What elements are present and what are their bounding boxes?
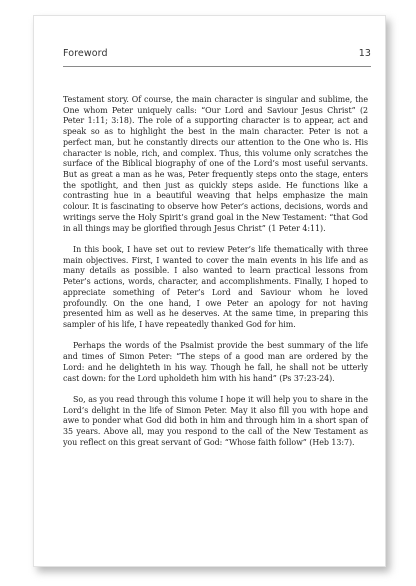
paragraph-4: So, as you read through this volume I hope it will help you to share in the Lord’s delight in the life of Simon Peter. May it also fill you with hope and awe to ponder what God did both in him and through him in a short span of 35 years. Above all, may you respond to the call of the New Testament as you reflect on this great servant of God: “Whose faith follow” (Heb 13:7). <box>63 395 368 447</box>
paragraph-1: Testament story. Of course, the main character is singular and sublime, the One whom Peter uniquely calls: “Our Lord and Saviour Jesus Christ” (2 Peter 1:11; 3:18). The role of a supporting character is to appear, act and speak so as to highlight the best in the main character. Peter is not a perfect man, but he constantly directs our attention to the One who is. His character is noble, rich, and complex. Thus, this volume only scratches the surface of the Biblical biography of one of the Lord’s most useful servants. But as great a man as he was, Peter frequently steps onto the stage, enters the spotlight, and then just as quickly steps aside. He functions like a contrasting hue in a beautiful weaving that helps emphasize the main colour. It is fascinating to observe how Peter’s actions, decisions, words and writings serve the Holy Spirit’s grand goal in the New Testament: “that God in all things may be glorified through Jesus Christ” (1 Peter 4:11). <box>63 95 368 233</box>
running-head <box>63 48 371 62</box>
book-page <box>33 15 386 567</box>
page-number: 13 <box>358 48 371 59</box>
paragraph-2: In this book, I have set out to review Peter’s life thematically with three main objectives. First, I wanted to cover the main events in his life and as many details as possible. I also wanted to learn practical lessons from Peter’s actions, words, character, and accomplishments. Finally, I hoped to appreciate something of Peter’s Lord and Saviour whom he loved profoundly. On the one hand, I owe Peter an apology for not having presented him as well as he deserves. At the same time, in preparing this sampler of his life, I have repeatedly thanked God for him. <box>63 245 368 330</box>
section-title: Foreword <box>63 48 108 59</box>
paragraph-3: Perhaps the words of the Psalmist provide the best summary of the life and times of Simon Peter: “The steps of a good man are ordered by the Lord: and he delighteth in his way. Though he fall, he shall not be utterly cast down: for the Lord upholdeth him with his hand” (Ps 37:23-24). <box>63 341 368 383</box>
body-text <box>63 95 368 459</box>
header-rule <box>63 66 371 67</box>
